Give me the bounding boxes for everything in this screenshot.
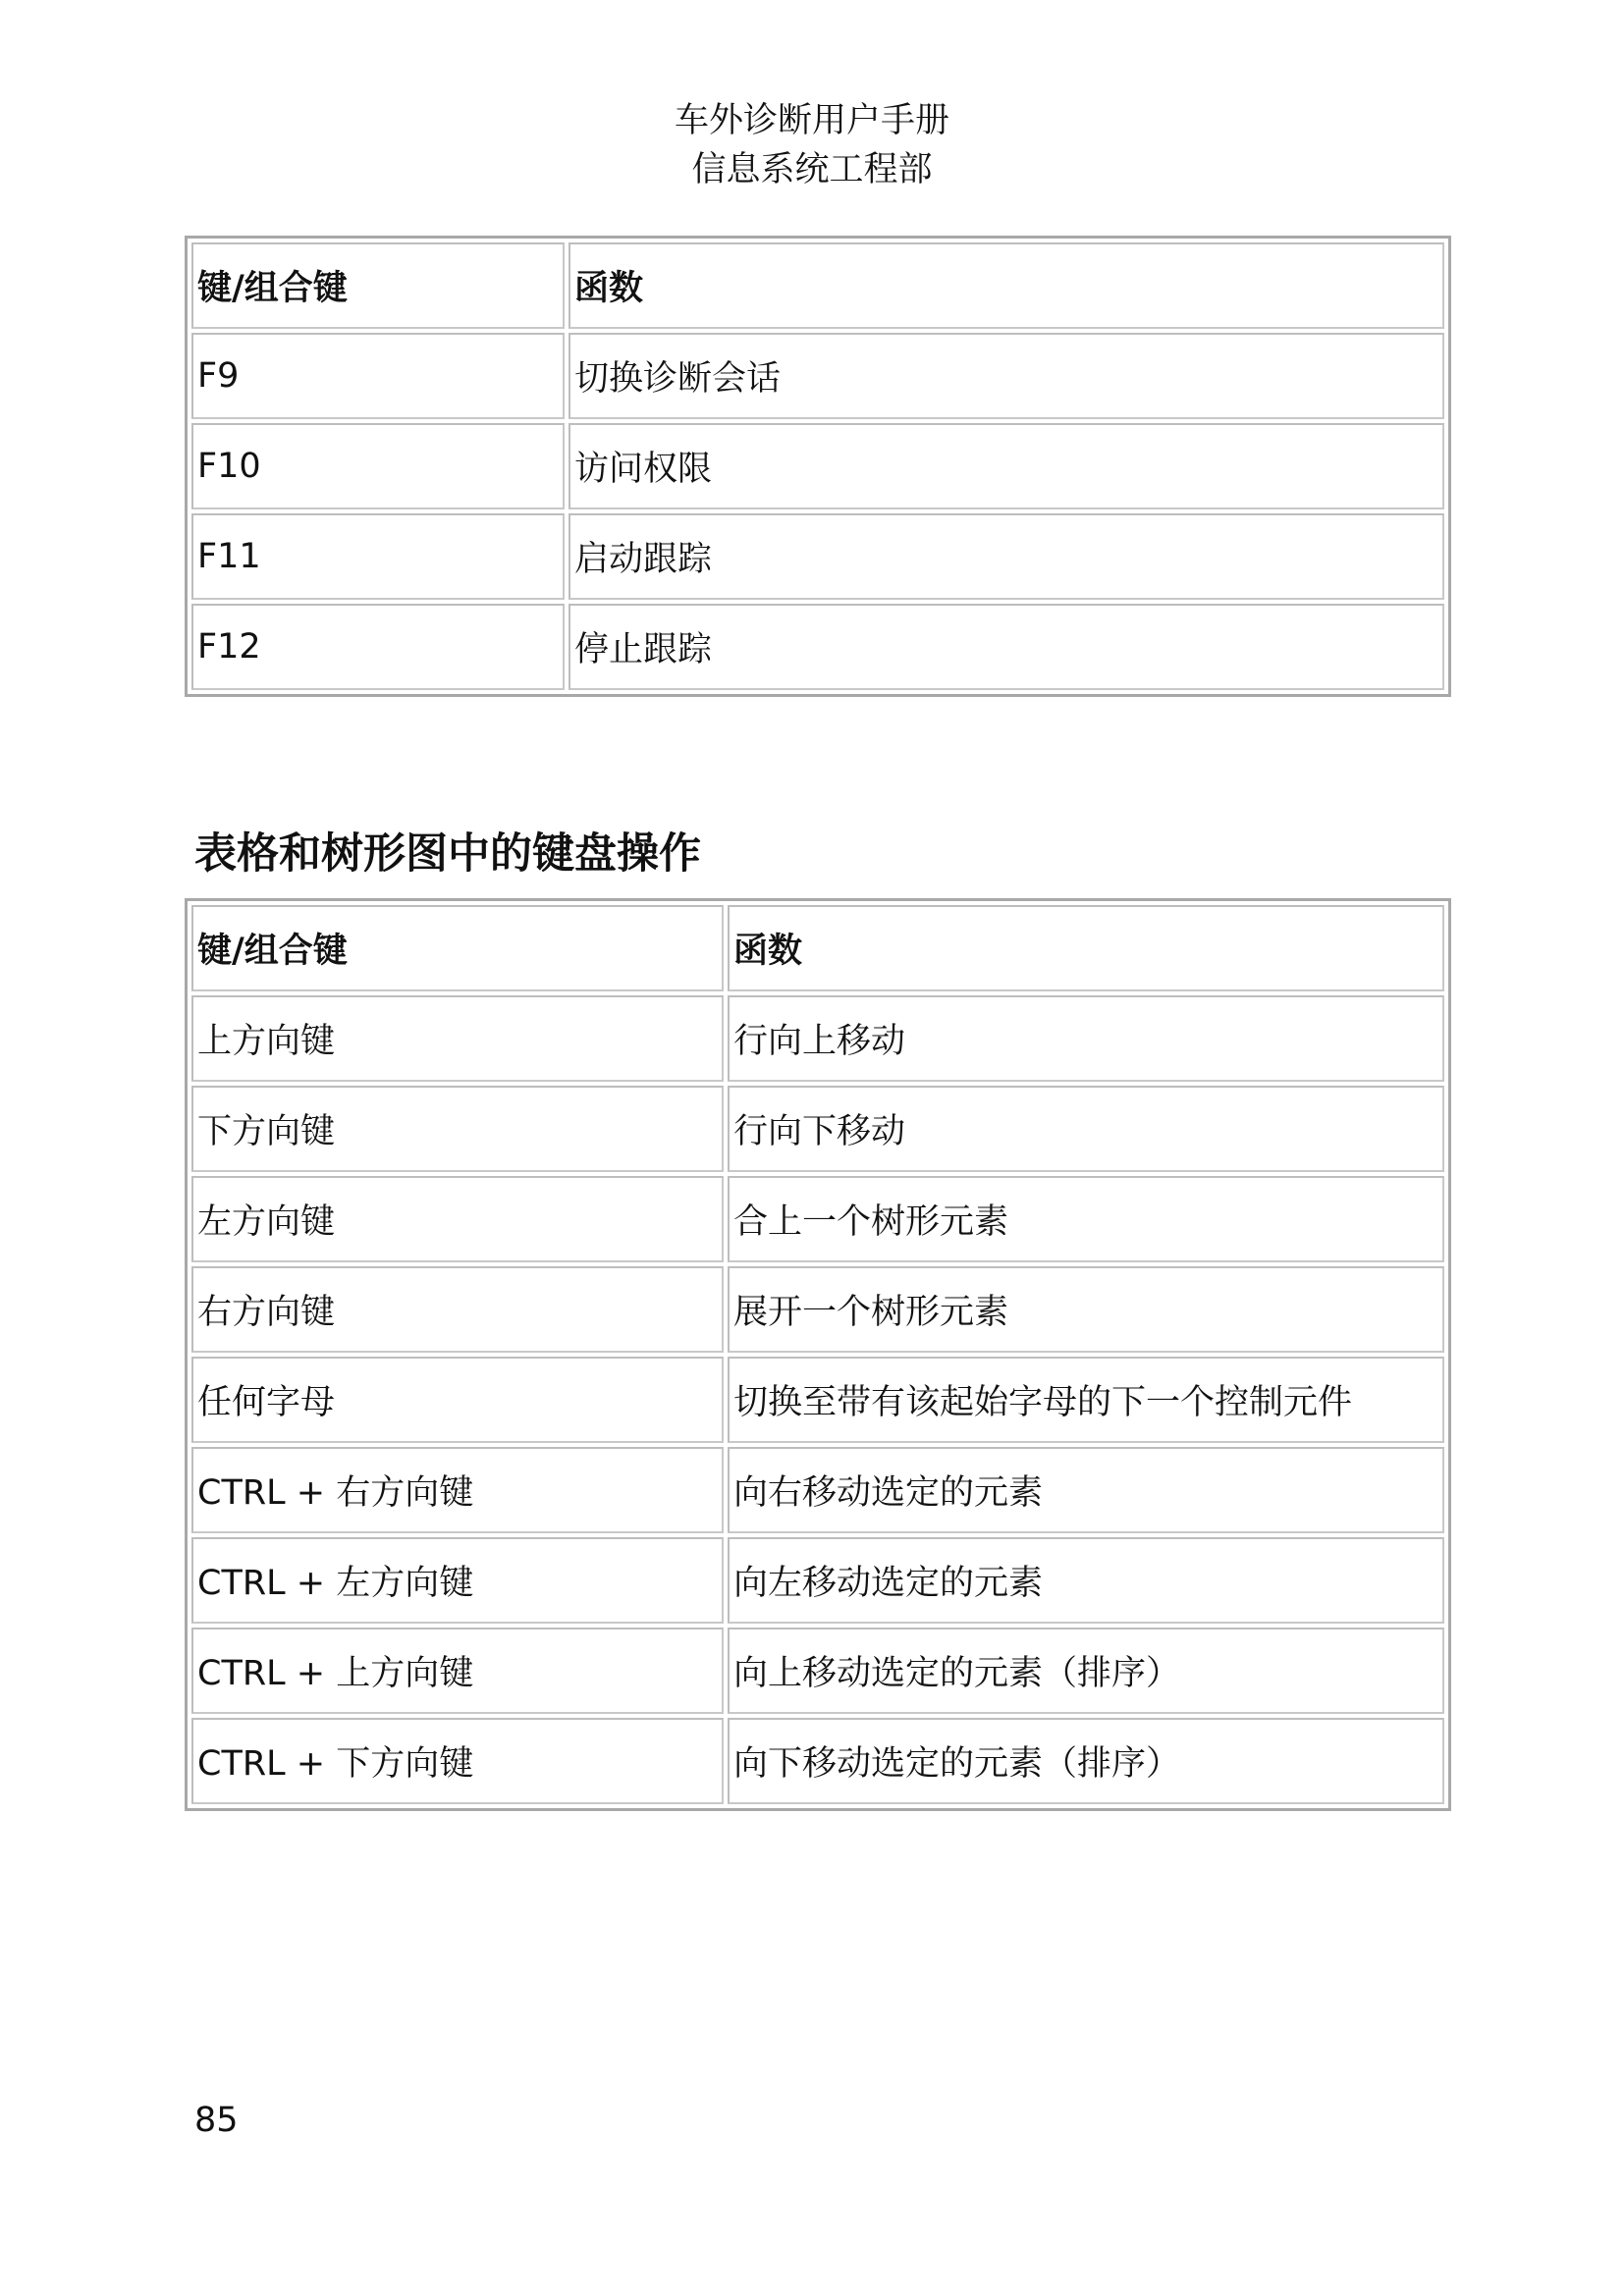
function-cell: 访问权限	[568, 423, 1444, 509]
function-cell: 行向上移动	[728, 995, 1444, 1082]
function-cell: 行向下移动	[728, 1086, 1444, 1172]
function-cell: 切换诊断会话	[568, 333, 1444, 419]
function-cell: 停止跟踪	[568, 604, 1444, 690]
manual-title: 车外诊断用户手册	[674, 101, 949, 140]
table-row	[191, 1176, 1444, 1262]
table-row	[191, 1357, 1444, 1443]
section-heading: 表格和树形图中的键盘操作	[194, 829, 701, 879]
key-cell: CTRL + 左方向键	[191, 1537, 724, 1624]
table-tree-keys-table	[185, 898, 1451, 1811]
page-header	[0, 96, 1624, 194]
table-row	[191, 995, 1444, 1082]
key-cell: F12	[191, 604, 565, 690]
table-header-row	[191, 905, 1444, 991]
key-cell: CTRL + 右方向键	[191, 1447, 724, 1533]
table-row	[191, 333, 1444, 419]
column-header-function: 函数	[568, 242, 1444, 329]
key-cell: 左方向键	[191, 1176, 724, 1262]
table-row	[191, 1628, 1444, 1714]
function-cell: 切换至带有该起始字母的下一个控制元件	[728, 1357, 1444, 1443]
function-cell: 向下移动选定的元素（排序）	[728, 1718, 1444, 1804]
department-name: 信息系统工程部	[691, 150, 933, 189]
key-cell: CTRL + 下方向键	[191, 1718, 724, 1804]
table-row	[191, 1537, 1444, 1624]
key-cell: CTRL + 上方向键	[191, 1628, 724, 1714]
key-cell: F11	[191, 513, 565, 600]
function-cell: 合上一个树形元素	[728, 1176, 1444, 1262]
key-cell: F9	[191, 333, 565, 419]
function-cell: 展开一个树形元素	[728, 1266, 1444, 1353]
column-header-key: 键/组合键	[191, 905, 724, 991]
key-cell: 右方向键	[191, 1266, 724, 1353]
table-header-row	[191, 242, 1444, 329]
table-row	[191, 1718, 1444, 1804]
table-row	[191, 1086, 1444, 1172]
table-row	[191, 604, 1444, 690]
function-cell: 启动跟踪	[568, 513, 1444, 600]
table-row	[191, 423, 1444, 509]
table-row	[191, 1447, 1444, 1533]
table-row	[191, 513, 1444, 600]
key-cell: 上方向键	[191, 995, 724, 1082]
table-row	[191, 1266, 1444, 1353]
column-header-function: 函数	[728, 905, 1444, 991]
column-header-key: 键/组合键	[191, 242, 565, 329]
function-cell: 向左移动选定的元素	[728, 1537, 1444, 1624]
key-cell: 下方向键	[191, 1086, 724, 1172]
function-cell: 向右移动选定的元素	[728, 1447, 1444, 1533]
key-cell: F10	[191, 423, 565, 509]
page-number: 85	[194, 2101, 239, 2140]
function-cell: 向上移动选定的元素（排序）	[728, 1628, 1444, 1714]
key-cell: 任何字母	[191, 1357, 724, 1443]
function-keys-table	[185, 236, 1451, 697]
